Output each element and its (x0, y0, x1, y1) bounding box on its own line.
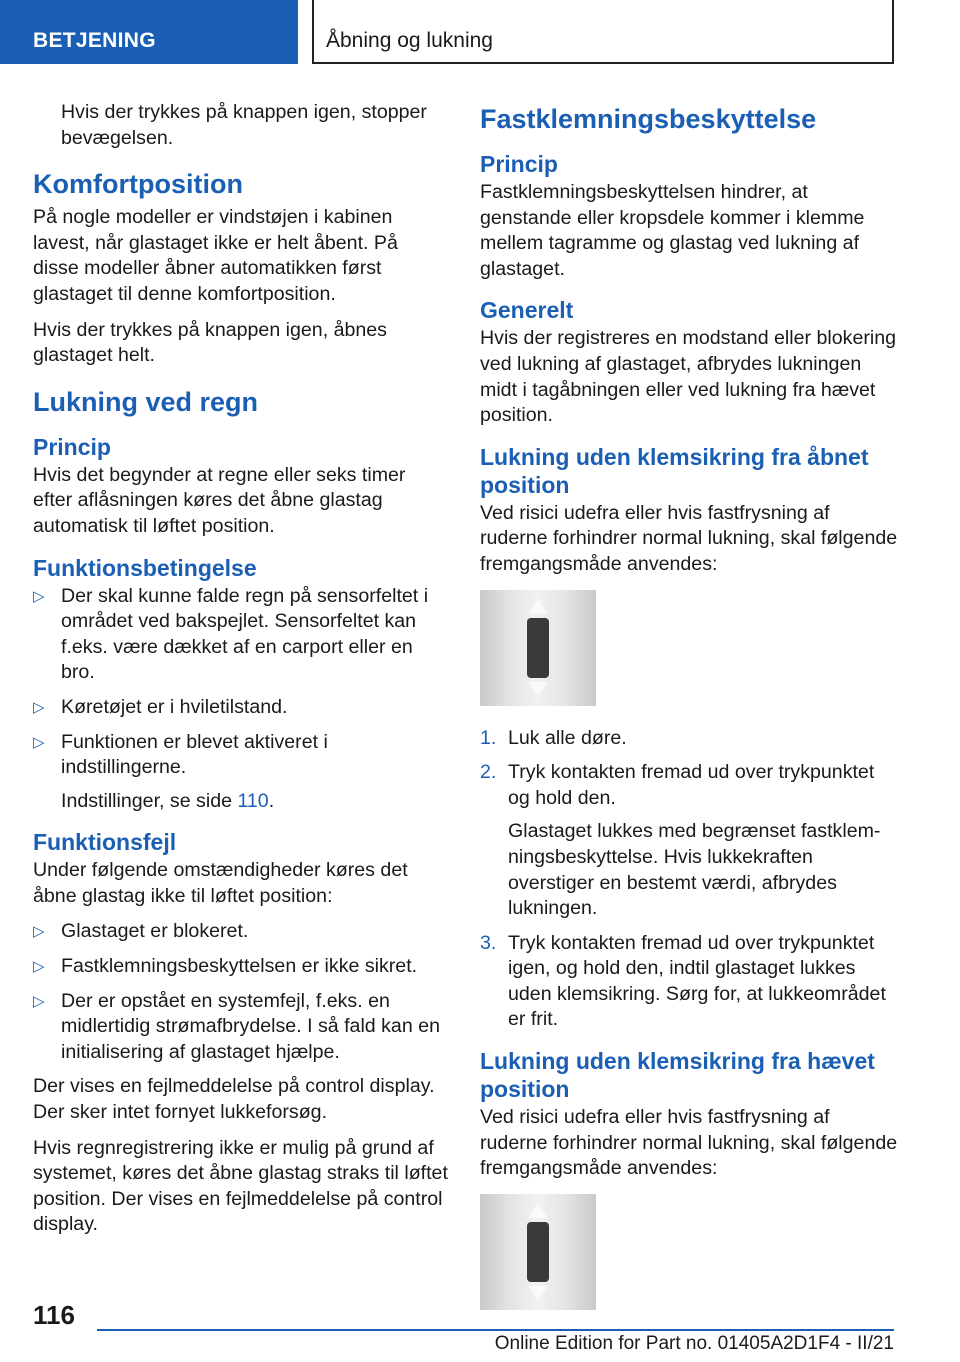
generelt-text: Hvis der registreres en modstand eller blokering ved lukning af glastaget, afbrydes lukningen midt i tagåbningen eller ved lukning fra hævet position. (480, 327, 897, 427)
fejl-paragraph-1: Der vises en fejlmeddelelse på control display. Der sker intet fornyet lukkeforsøg. (33, 1075, 435, 1124)
komfort-heading: Komfortposition (33, 169, 243, 200)
fast-princip-heading: Princip (480, 151, 558, 177)
list-item: ▷ Fastklemningsbeskyttelsen er ikke sikret. (33, 954, 449, 980)
regn-heading: Lukning ved regn (33, 386, 259, 417)
fejl-heading: Funktionsfejl (33, 829, 177, 856)
betingelse-heading: Funktionsbetingelse (33, 554, 257, 581)
regn-princip-heading: Princip (33, 433, 111, 460)
arrow-down-icon (528, 1286, 548, 1300)
roof-switch-figure (480, 590, 596, 706)
chapter-title: Åbning og lukning (326, 29, 493, 52)
triangle-bullet-icon: ▷ (33, 923, 45, 941)
step-item: 1. Luk alle døre. (480, 726, 627, 749)
komfort-paragraph-1: På nogle modeller er vindstøjen i kabinen lavest, når glastaget ikke er helt åbent. På disse modeller åbner automatikken først glastaget til denne komfortposition. (33, 206, 398, 305)
arrow-up-icon (528, 600, 548, 614)
arrow-up-icon (528, 1204, 548, 1218)
roof-switch-icon (527, 1222, 549, 1282)
fejl-paragraph-2: Hvis regnregistrering ikke er mulig på grund af systemet, køres det åbne glastag straks til løftet position. Der vises en fejlmeddelelse på control display. (33, 1136, 448, 1236)
triangle-bullet-icon: ▷ (33, 992, 45, 1010)
page-link[interactable]: 110 (237, 789, 269, 812)
list-item: ▷ Der er opstået en systemfejl, f.eks. en midlertidig strømafbrydelse. I så fald kan en initialisering af glastaget hjælpe. (33, 989, 440, 1063)
aabnet-heading: Lukning uden klemsikring fra åbnet position (480, 443, 869, 498)
section-label: BETJENING (33, 29, 156, 52)
fast-princip-text: Fastklemningsbeskyttelsen hindrer, at genstande eller kropsdele kommer i klemme mellem tagramme og glastag ved lukning af glastaget. (480, 181, 865, 280)
regn-princip-text: Hvis det begynder at regne eller seks timer efter aflåsningen køres det åbne glastag automatisk til løftet position. (33, 463, 406, 537)
right-column (480, 100, 898, 1330)
settings-reference: Indstillinger, se side 110. (61, 789, 275, 812)
fejl-intro: Under følgende omstændigheder køres det åbne glastag ikke til løftet position: (33, 859, 408, 907)
triangle-bullet-icon: ▷ (33, 698, 45, 716)
step-item: 2. Tryk kontakten fremad ud over trykpunktet og hold den. Glastaget lukkes med begrænset fastklemningsbeskyttelse. Hvis lukkekraften overstiger en bestemt værdi, afbrydes lukningen. (480, 760, 898, 922)
chapter-tab (312, 0, 894, 64)
komfort-paragraph-2: Hvis der trykkes på knappen igen, åbnes glastaget helt. (33, 318, 387, 367)
list-item: ▷ Der skal kunne falde regn på sensorfeltet i området ved bakspejlet. Sensorfeltet kan f.eks. være dækket af en carport eller en bro. (33, 584, 429, 684)
page-number: 116 (33, 1300, 75, 1330)
steps-list (480, 726, 898, 1034)
section-tab (0, 0, 298, 64)
triangle-bullet-icon: ▷ (33, 733, 45, 751)
intro-paragraph: Hvis der trykkes på knappen igen, stopper bevægelsen. (61, 101, 427, 149)
roof-switch-figure (480, 1194, 596, 1310)
fastklemning-heading: Fastklemningsbeskyttelse (480, 104, 817, 134)
roof-switch-icon (527, 618, 549, 678)
generelt-heading: Generelt (480, 297, 574, 324)
step-item: 3. Tryk kontakten fremad ud over trykpunktet igen, og hold den, indtil glastaget lukkes uden klemsikring. Sørg for, at lukkeområdet er frit. (480, 931, 886, 1031)
list-item: ▷ Køretøjet er i hviletilstand. (33, 695, 449, 721)
haevet-intro: Ved risici udefra eller hvis fastfrysning af ruderne forhindrer normal lukning, skal følgende fremgangsmåde anvendes: (480, 1106, 898, 1180)
list-item: ▷ Funktionen er blevet aktiveret i indstillingerne. Indstillinger, se side 110. (33, 730, 449, 815)
aabnet-intro: Ved risici udefra eller hvis fastfrysning af ruderne forhindrer normal lukning, skal følgende fremgangsmåde anvendes: (480, 501, 898, 575)
list-item: ▷ Glastaget er blokeret. (33, 919, 449, 945)
edition-footer: Online Edition for Part no. 01405A2D1F4 - II/21 (494, 1333, 894, 1354)
triangle-bullet-icon: ▷ (33, 587, 45, 605)
left-column (33, 100, 449, 1248)
footer-divider (97, 1329, 894, 1331)
haevet-heading: Lukning uden klemsikring fra hævet position (480, 1048, 875, 1103)
fejl-list (33, 919, 449, 1065)
triangle-bullet-icon: ▷ (33, 958, 45, 976)
step-note: Glastaget lukkes med begrænset fastklemningsbeskyttelse. Hvis lukkekraften overstiger en bestemt værdi, afbrydes lukningen. (508, 820, 881, 920)
arrow-down-icon (528, 682, 548, 696)
betingelse-list (33, 584, 449, 815)
